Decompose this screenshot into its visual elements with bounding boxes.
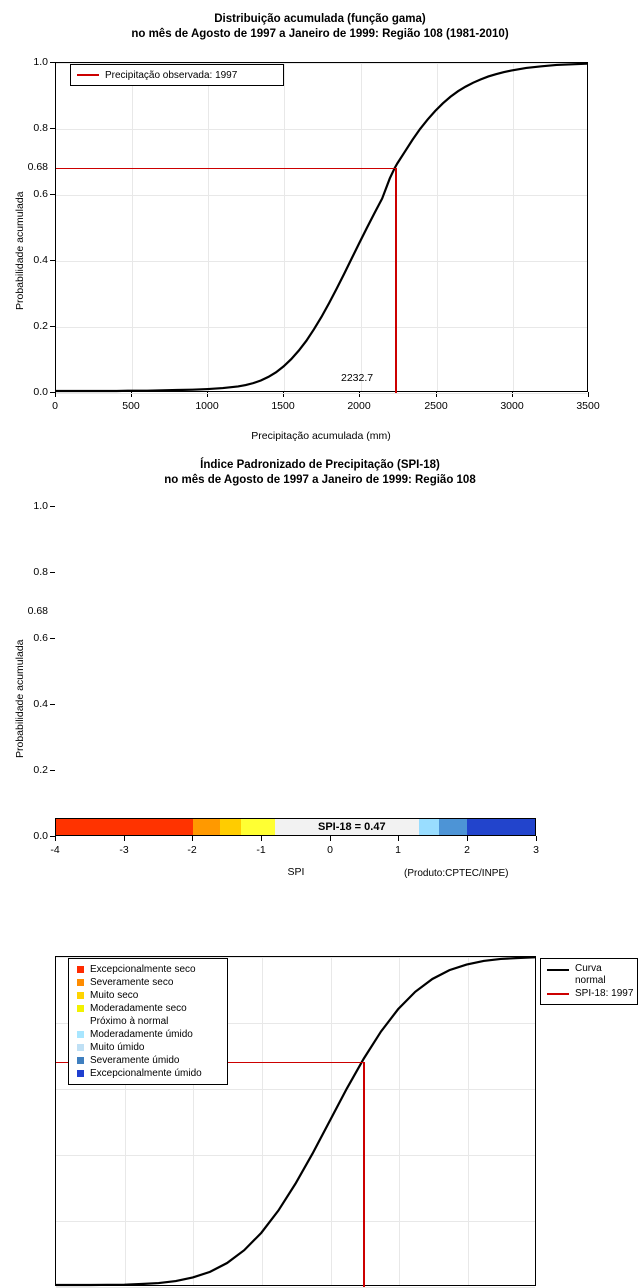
legend-label: Muito seco: [90, 990, 139, 1001]
x-tick-label: 1: [395, 844, 401, 856]
x-tick-label: 2500: [424, 400, 448, 412]
y-tick: [50, 572, 55, 573]
x-tick: [467, 836, 468, 841]
legend-line-swatch: [77, 74, 99, 76]
legend-color-swatch: [77, 979, 84, 986]
y-tick-label: 0.6: [33, 188, 48, 200]
x-tick-label: -3: [119, 844, 129, 856]
legend-item: [75, 1028, 221, 1041]
y-tick-label: 0.4: [33, 698, 48, 710]
x-tick-label: 2000: [347, 400, 371, 412]
x-tick-label: 1500: [271, 400, 295, 412]
gridline: [56, 393, 587, 394]
legend-color-swatch: [77, 1018, 84, 1025]
legend-color-swatch: [77, 1057, 84, 1064]
x-tick: [588, 392, 589, 397]
x-tick: [330, 836, 331, 841]
legend-item: [75, 976, 221, 989]
observed-value-label: 2232.7: [341, 372, 374, 384]
spi-colorbar-segment: [193, 819, 220, 835]
x-tick: [398, 836, 399, 841]
chart-title-bottom: [0, 458, 640, 488]
y-tick-label: 0.0: [33, 830, 48, 842]
legend-item: [75, 1054, 221, 1067]
legend-label: Excepcionalmente seco: [90, 964, 196, 975]
x-tick-label: 3: [533, 844, 539, 856]
x-axis-label-bottom: SPI: [287, 866, 305, 878]
legend-item: [547, 963, 631, 987]
cumulative-gamma-chart: [0, 0, 640, 450]
y-tick-label: 1.0: [33, 56, 48, 68]
x-tick-label: -4: [50, 844, 60, 856]
spi-colorbar: [55, 818, 536, 836]
x-tick-label: 1000: [195, 400, 219, 412]
y-tick-label: 0.0: [33, 386, 48, 398]
legend-item: [75, 1067, 221, 1080]
legend-color-swatch: [77, 1044, 84, 1051]
spi-colorbar-segment: [220, 819, 241, 835]
y-tick-label: 0.8: [33, 122, 48, 134]
credit-label: (Produto:CPTEC/INPE): [404, 868, 509, 879]
chart-title-bottom-line1: Índice Padronizado de Precipitação (SPI-18): [200, 459, 440, 471]
x-tick: [536, 836, 537, 841]
legend-label: Severamente úmido: [90, 1055, 180, 1066]
y-tick-label: 1.0: [33, 500, 48, 512]
legend-label: Muito úmido: [90, 1042, 145, 1053]
legend-label: Curva normal: [575, 963, 606, 986]
x-tick-label: 0: [327, 844, 333, 856]
legend-label: Precipitação observada: 1997: [105, 69, 238, 81]
legend-color-swatch: [77, 966, 84, 973]
x-tick: [261, 836, 262, 841]
x-tick-label: 2: [464, 844, 470, 856]
x-axis-label-top: Precipitação acumulada (mm): [251, 430, 391, 442]
legend-item: [75, 1002, 221, 1015]
spi-value-line: [363, 1062, 365, 1288]
legend-top: [70, 64, 284, 86]
legend-item: [75, 963, 221, 976]
y-tick: [50, 638, 55, 639]
plot-area-top: [55, 62, 588, 392]
y-tick-label: 0.6: [33, 632, 48, 644]
x-tick: [55, 836, 56, 841]
x-tick: [192, 836, 193, 841]
x-tick-label: 0: [52, 400, 58, 412]
x-tick-label: 3000: [500, 400, 524, 412]
chart-title-top-line2: no mês de Agosto de 1997 a Janeiro de 1999: Região 108 (1981-2010): [131, 28, 509, 40]
legend-color-swatch: [77, 1005, 84, 1012]
spi-colorbar-segment: [56, 819, 193, 835]
y-tick-label: 0.2: [33, 764, 48, 776]
legend-label: Moderadamente seco: [90, 1003, 187, 1014]
legend-line-swatch: [547, 993, 569, 995]
legend-item: [75, 1015, 221, 1028]
y-tick: [50, 770, 55, 771]
legend-color-swatch: [77, 992, 84, 999]
chart-title-top-line1: Distribuição acumulada (função gama): [214, 13, 426, 25]
legend-spi-series: [540, 958, 638, 1005]
legend-item: [75, 989, 221, 1002]
x-tick-label: 3500: [576, 400, 600, 412]
y-tick-label-highlight: 0.68: [27, 605, 48, 617]
legend-label: Severamente seco: [90, 977, 174, 988]
spi-colorbar-segment: [241, 819, 275, 835]
spi-colorbar-segment: [419, 819, 440, 835]
legend-line-swatch: [547, 969, 569, 971]
chart-title-bottom-line2: no mês de Agosto de 1997 a Janeiro de 1999: Região 108: [164, 474, 476, 486]
legend-label: SPI-18: 1997: [575, 988, 634, 999]
chart-title-top: [0, 12, 640, 42]
legend-color-swatch: [77, 1070, 84, 1077]
y-axis-label-bottom: Probabilidade acumulada: [14, 639, 26, 758]
x-tick-label: -2: [187, 844, 197, 856]
y-tick-label: 0.2: [33, 320, 48, 332]
legend-label: Excepcionalmente úmido: [90, 1068, 202, 1079]
y-tick: [50, 506, 55, 507]
legend-label: Próximo à normal: [90, 1016, 169, 1027]
spi-colorbar-segment: [467, 819, 535, 835]
observed-precipitation-line: [395, 168, 397, 394]
legend-item: [75, 1041, 221, 1054]
y-tick-label: 0.4: [33, 254, 48, 266]
x-tick-label: -1: [256, 844, 266, 856]
legend-label: Moderadamente úmido: [90, 1029, 193, 1040]
y-axis-label-top: Probabilidade acumulada: [14, 191, 26, 310]
spi-colorbar-segment: [439, 819, 466, 835]
observed-probability-line: [56, 168, 396, 170]
legend-spi-categories: [68, 958, 228, 1085]
legend-item: [547, 987, 634, 1000]
y-tick-label-highlight: 0.68: [27, 161, 48, 173]
y-tick: [50, 704, 55, 705]
spi-value-label: SPI-18 = 0.47: [318, 821, 386, 833]
x-tick: [124, 836, 125, 841]
gamma-cdf-curve: [56, 63, 587, 391]
y-tick-label: 0.8: [33, 566, 48, 578]
legend-color-swatch: [77, 1031, 84, 1038]
x-tick-label: 500: [122, 400, 140, 412]
